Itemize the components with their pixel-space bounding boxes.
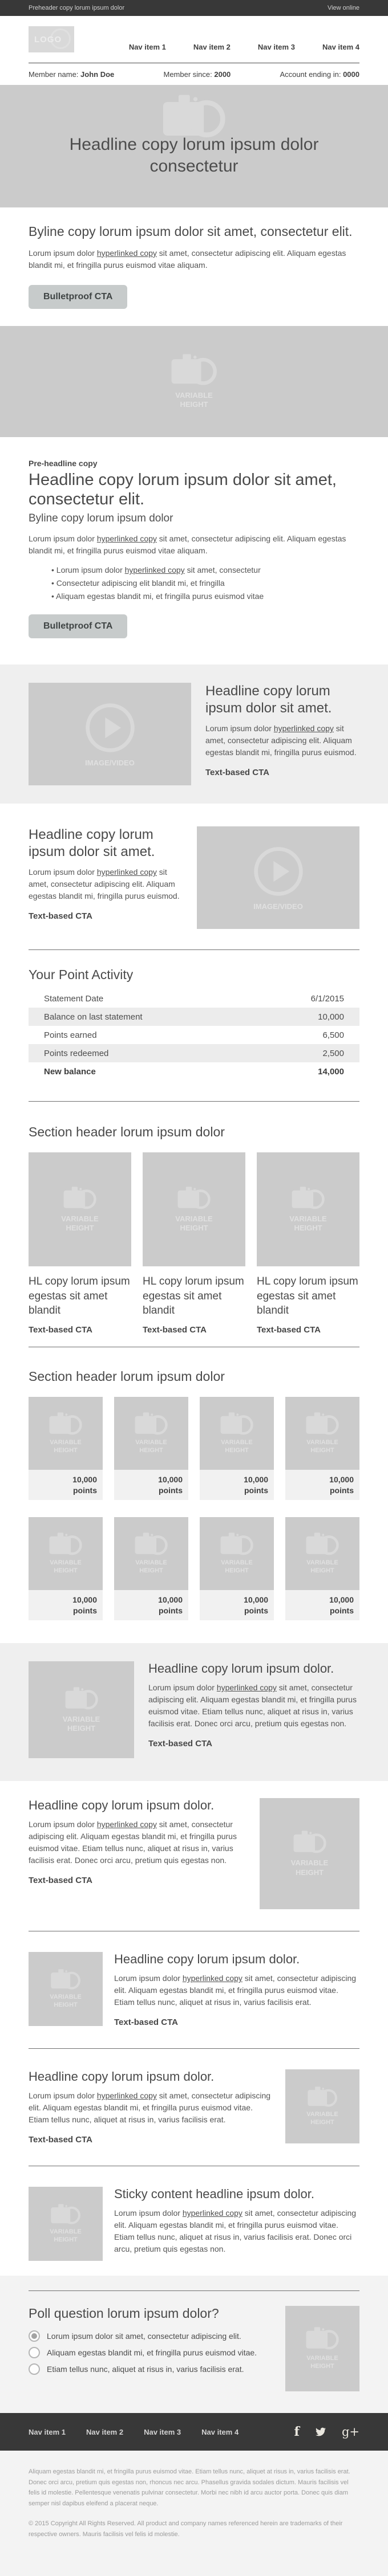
column-card [143,1152,245,1335]
reward-tile [285,1517,359,1620]
placeholder-label: VARIABLE HEIGHT [175,1214,213,1233]
reward-tile [29,1397,103,1500]
logo[interactable] [29,26,74,52]
camera-icon [50,2203,82,2226]
table-row-total [29,1062,359,1081]
sticky-content-section [0,2166,388,2276]
social-links [294,2424,359,2439]
media-text-column [29,826,197,922]
column-row [29,1152,359,1335]
section-headline: Headline copy lorum ipsum dolor. [29,1798,215,1813]
column-card [257,1152,359,1335]
feature-text-column [103,1952,359,2028]
tile-row [29,1397,359,1500]
paragraph-text: sit amet, consectetur adipiscing elit. Aliquam egestas blandit mi, et fringilla purus euismod vitae. Etiam tellus nunc, aliquet at risus in, varius facilisis erat. Donec orci arcu, pretium quis egestas non. [29,1820,237,1865]
section-headline: Headline copy lorum ipsum dolor sit amet. [205,683,332,716]
feature-byline: Byline copy lorum ipsum dolor [29,512,173,525]
section-paragraph [114,1972,359,2008]
section-headline: Headline copy lorum ipsum dolor. [148,1661,334,1676]
image-placeholder [29,1397,103,1470]
points-label: points [159,1485,183,1495]
poll-option-label: Aliquam egestas blandit mi, et fringilla purus euismod vitae. [47,2348,257,2358]
placeholder-label: VARIABLE HEIGHT [289,1214,327,1233]
text-cta-link[interactable]: Text-based CTA [114,2017,178,2028]
bullet-item: • Aliquam egestas blandit mi, et fringilla purus euismod vitae [51,590,359,603]
point-activity-title: Your Point Activity [29,967,134,983]
reward-tile [114,1517,188,1620]
intro-paragraph [29,247,359,271]
paragraph-text: sit amet, consectetur adipiscing elit. Aliquam egestas blandit mi, fringilla purus euismod. [205,724,357,757]
camera-icon [306,2086,338,2109]
paragraph-text: Lorum ipsum dolor [114,2208,183,2218]
row-label: New balance [44,1066,96,1077]
gray-feature-section [0,1643,388,1781]
media-left-section [0,665,388,804]
twitter-bird-icon [314,2427,327,2437]
poll-option-3[interactable] [29,2363,274,2375]
paragraph-text: Lorum ipsum dolor [29,534,97,544]
text-cta-link[interactable]: Text-based CTA [29,1325,92,1335]
nav-item-3[interactable]: Nav item 3 [257,43,295,51]
tile-points [200,1470,274,1500]
points-value: 10,000 [72,1595,97,1605]
three-column-section [0,1102,388,1347]
intro-section [0,207,388,326]
legal-section [0,2451,388,2560]
hyperlink[interactable]: hyperlinked copy [216,1683,277,1693]
tile-points [114,1590,188,1620]
media-right-section [0,804,388,949]
video-placeholder[interactable] [197,826,359,929]
footer-area [0,2276,388,2576]
feature-section [0,437,388,665]
logo-text: LOGO [34,34,62,44]
feature-headline: Headline copy lorum ipsum dolor sit amet, consectetur elit. [29,470,337,509]
tile-row [29,1517,359,1620]
camera-icon [134,1532,169,1557]
image-placeholder [29,2187,103,2261]
camera-icon [219,1412,254,1437]
camera-icon [50,1968,82,1991]
row-value: 6,500 [322,1030,344,1040]
image-placeholder [260,1798,359,1909]
rewards-grid-section [0,1347,388,1643]
image-placeholder [29,1661,134,1758]
placeholder-label: VARIABLE HEIGHT [61,1214,99,1233]
feature-text-column [134,1661,359,1749]
paragraph-text: Lorum ipsum dolor [29,2091,97,2101]
hyperlink[interactable]: hyperlinked copy [96,867,157,877]
tile-points [29,1470,103,1500]
poll-option-label: Etiam tellus nunc, aliquet at risus in, varius facilisis erat. [47,2365,244,2374]
play-icon [251,844,306,899]
footer-nav-item-1[interactable]: Nav item 1 [29,2427,66,2436]
section-paragraph [29,2090,274,2126]
table-row [29,989,359,1008]
image-placeholder [29,1952,103,2026]
hyperlink[interactable]: hyperlinked copy [273,724,334,733]
bulletproof-cta-button[interactable]: Bulletproof CTA [29,285,127,309]
section-paragraph [29,1819,245,1866]
row-value: 10,000 [318,1012,344,1022]
media-text-column [191,683,359,778]
footer-nav-item-4[interactable]: Nav item 4 [201,2427,239,2436]
camera-icon [62,1186,98,1211]
placeholder-label: VARIABLE HEIGHT [50,1994,82,2009]
image-placeholder [285,1517,359,1590]
reward-tile [285,1397,359,1500]
points-label: points [244,1605,268,1615]
footer-nav-item-3[interactable]: Nav item 3 [144,2427,181,2436]
paragraph-text: Lorum ipsum dolor [29,248,97,258]
points-label: points [73,1605,97,1615]
points-label: points [73,1485,97,1495]
column-card [29,1152,131,1335]
camera-icon [64,1686,99,1711]
camera-icon [219,1532,254,1557]
member-since [163,70,231,79]
view-online-link[interactable]: View online [327,5,359,11]
header-nav [129,43,359,52]
card-headline: HL copy lorum ipsum egestas sit amet blandit [143,1275,244,1317]
footer-nav-bar [0,2413,388,2451]
member-since-value: 2000 [214,70,231,79]
placeholder-label: VARIABLE HEIGHT [50,2228,82,2244]
tile-points [285,1470,359,1500]
copyright-text: © 2015 Copyright All Rights Reserved. All product and company names referenced herein are trademarks of their respective owners. Mauris facilisis vel felis id molestie. [29,2520,343,2538]
placeholder-label: IMAGE/VIDEO [253,902,303,911]
points-value: 10,000 [72,1475,97,1485]
row-label: Points earned [44,1030,97,1040]
placeholder-label: VARIABLE HEIGHT [221,1559,253,1575]
placeholder-label: VARIABLE HEIGHT [306,2111,338,2126]
footer-nav-items [29,2428,239,2436]
paragraph-text: sit amet, consectetur adipiscing elit. Aliquam egestas blandit mi, fringilla purus euismod. [29,867,180,901]
section-paragraph [205,723,359,759]
play-icon [83,700,138,755]
camera-icon [290,1186,326,1211]
points-value: 10,000 [244,1595,268,1605]
image-placeholder [143,1152,245,1266]
card-headline: HL copy lorum ipsum egestas sit amet blandit [257,1275,358,1317]
paragraph-text: Lorum ipsum dolor [114,1974,183,1983]
points-label: points [244,1485,268,1495]
image-placeholder [285,1397,359,1470]
nav-item-2[interactable]: Nav item 2 [193,43,231,51]
paragraph-text: Lorum ipsum dolor [29,1820,97,1829]
camera-icon [48,1532,83,1557]
placeholder-label: VARIABLE HEIGHT [306,2355,338,2370]
header [0,16,388,85]
tile-points [29,1590,103,1620]
footer-nav-item-2[interactable]: Nav item 2 [86,2427,124,2436]
poll-option-label: Lorum ipsum dolor sit amet, consectetur adipiscing elit. [47,2332,241,2341]
text-cta-link[interactable]: Text-based CTA [143,1325,207,1335]
placeholder-label: IMAGE/VIDEO [85,759,135,768]
header-top [29,26,359,52]
paragraph-text: sit amet, consectetur adipiscing elit. Aliquam egestas blandit mi, et fringilla purus euismod vitae. Etiam tellus nunc, aliquet at risus in, varius facilisis erat. Donec orci arcu, pretium quis egestas non. [148,1683,357,1729]
reward-tile [200,1517,274,1620]
points-label: points [330,1485,354,1495]
point-activity-section [0,950,388,1101]
camera-icon [176,1186,212,1211]
row-value: 14,000 [318,1066,344,1077]
placeholder-label: VARIABLE HEIGHT [50,1439,82,1454]
radio-button-icon[interactable] [29,2363,40,2375]
facebook-icon[interactable]: f [294,2424,300,2440]
preheader-bar [0,0,388,16]
white-feature-section [0,1781,388,1931]
image-placeholder [114,1397,188,1470]
points-label: points [159,1605,183,1615]
paragraph-text: sit amet, consectetur adipiscing elit. Aliquam egestas blandit mi, et fringilla purus euismod vitae aliquam. [29,248,346,270]
section-paragraph [148,1682,359,1730]
row-label: Points redeemed [44,1048,109,1058]
hyperlink[interactable]: hyperlinked copy [96,534,157,544]
account-label: Account ending in: [280,70,341,79]
google-plus-icon[interactable]: g+ [341,2425,359,2439]
section-headline: Headline copy lorum ipsum dolor sit amet. [29,827,155,860]
legal-text: Aliquam egestas blandit mi, et fringilla purus euismod vitae. Etiam tellus nunc, aliquet at risus in, varius facilisis erat. Donec orci arcu, pretium quis egestas non, rhoncus nec arcu. Phasellus gravida sodales dictum. Mauris facilisis vel felis id molestie. Pellentesque venenatis pulvinar consectetur. Morbi nec nibh id arcu auctor porta. Donec quis diam semper nisl dapibus eleifend a placerat neque. [29,2468,350,2508]
tile-points [114,1470,188,1500]
row-label: Balance on last statement [44,1012,143,1022]
intro-byline: Byline copy lorum ipsum dolor sit amet, consectetur elit. [29,224,353,239]
placeholder-label: VARIABLE HEIGHT [135,1439,167,1454]
hyperlink[interactable]: hyperlinked copy [96,2091,157,2101]
points-value: 10,000 [329,1595,354,1605]
thumb-right-section [0,2049,388,2166]
image-placeholder [200,1517,274,1590]
text-cta-link[interactable]: Text-based CTA [29,1876,92,1886]
camera-icon [305,1532,340,1557]
camera-icon [292,1830,328,1855]
image-placeholder [0,326,388,437]
image-placeholder [114,1517,188,1590]
points-value: 10,000 [244,1475,268,1485]
placeholder-label: VARIABLE HEIGHT [290,1858,329,1877]
sticky-headline: Sticky content headline ipsum dolor. [114,2187,314,2202]
bullet-item: • Consectetur adipiscing elit blandit mi, et fringilla [51,577,359,590]
poll-section [0,2291,388,2413]
paragraph-text: sit amet, consectetur adipiscing elit. Aliquam egestas blandit mi, et fringilla purus euismod vitae. Etiam tellus nunc, aliquet at risus in, varius facilisis erat. [114,1974,357,2007]
hero-headline: Headline copy lorum ipsum dolor consectetur [69,135,319,176]
table-row [29,1026,359,1044]
placeholder-label: VARIABLE HEIGHT [221,1439,253,1454]
text-cta-link[interactable]: Text-based CTA [29,911,92,922]
placeholder-label: VARIABLE HEIGHT [306,1439,338,1454]
preheader-text: Preheader copy lorum ipsum dolor [29,5,125,11]
poll-option-1[interactable] [29,2330,274,2342]
tile-points [200,1590,274,1620]
poll-question-column [29,2306,285,2380]
camera-icon [48,1412,83,1437]
points-value: 10,000 [158,1595,183,1605]
table-row [29,1008,359,1026]
account-ending [280,70,359,79]
placeholder-label: VARIABLE HEIGHT [50,1559,82,1575]
point-activity-table [29,989,359,1081]
bulletproof-cta-button[interactable]: Bulletproof CTA [29,614,127,638]
row-value: 6/1/2015 [310,993,344,1004]
placeholder-label: VARIABLE HEIGHT [306,1559,338,1575]
thumb-left-section [0,1931,388,2048]
account-value: 0000 [343,70,359,79]
text-cta-link[interactable]: Text-based CTA [205,768,269,778]
paragraph-text: Lorum ipsum dolor [205,724,274,733]
placeholder-label: VARIABLE HEIGHT [175,391,213,409]
image-placeholder [29,1152,131,1266]
feature-text-column [103,2187,359,2264]
section-header: Section header lorum ipsum dolor [29,1124,225,1140]
member-info-row [29,63,359,85]
section-headline: Headline copy lorum ipsum dolor. [114,1952,300,1967]
bullet-text: Lorum ipsum dolor [56,565,125,575]
card-headline: HL copy lorum ipsum egestas sit amet blandit [29,1275,130,1317]
hyperlink[interactable]: hyperlinked copy [96,248,157,258]
feature-text-column [29,2069,285,2145]
image-placeholder [285,2306,359,2391]
section-paragraph [29,866,183,902]
paragraph-text: sit amet, consectetur adipiscing elit. Aliquam egestas blandit mi, et fringilla purus euismod vitae. Etiam tellus nunc, aliquet at risus in, varius facilisis erat. Donec orci arcu, pretium quis egestas non. [114,2208,357,2254]
member-name-value: John Doe [80,70,115,79]
tile-points [285,1590,359,1620]
paragraph-text: Lorum ipsum dolor [29,867,97,877]
camera-icon [305,2326,340,2351]
points-label: points [330,1605,354,1615]
hero-banner [0,85,388,207]
reward-tile [200,1397,274,1500]
image-placeholder [285,2069,359,2143]
bullet-list [51,564,359,603]
section-header: Section header lorum ipsum dolor [29,1369,225,1384]
member-since-label: Member since: [163,70,212,79]
placeholder-label: VARIABLE HEIGHT [62,1714,100,1733]
camera-icon [134,1412,169,1437]
reward-tile [29,1517,103,1620]
image-placeholder [29,1517,103,1590]
hyperlink[interactable]: hyperlinked copy [124,565,185,575]
text-cta-link[interactable]: Text-based CTA [29,2135,92,2145]
row-label: Statement Date [44,993,104,1004]
text-cta-link[interactable]: Text-based CTA [257,1325,321,1335]
nav-item-1[interactable]: Nav item 1 [128,43,166,51]
paragraph-text: sit amet, consectetur adipiscing elit. Aliquam egestas blandit mi, et fringilla purus euismod vitae aliquam. [29,534,346,556]
image-placeholder [200,1397,274,1470]
bullet-text: sit amet, consectetur [184,565,261,575]
camera-icon [305,1412,340,1437]
section-headline: Headline copy lorum ipsum dolor. [29,2069,215,2084]
hyperlink[interactable]: hyperlinked copy [182,1974,242,1983]
reward-tile [114,1397,188,1500]
camera-icon [169,353,219,388]
table-row [29,1044,359,1062]
points-value: 10,000 [329,1475,354,1485]
feature-paragraph [29,533,359,557]
poll-option-2[interactable] [29,2347,274,2358]
points-value: 10,000 [158,1475,183,1485]
poll-question: Poll question lorum ipsum dolor? [29,2306,219,2321]
radio-button-selected-icon[interactable] [29,2330,40,2342]
member-name [29,70,114,79]
feature-text-column [29,1798,260,1886]
hyperlink[interactable]: hyperlinked copy [96,1820,157,1829]
section-paragraph [114,2207,359,2255]
paragraph-text: sit amet, consectetur adipiscing elit. Aliquam egestas blandit mi, et fringilla purus euismod vitae. Etiam tellus nunc, aliquet at risus in, varius facilisis erat. [29,2091,271,2125]
paragraph-text: Lorum ipsum dolor [148,1683,217,1693]
image-placeholder [257,1152,359,1266]
nav-item-4[interactable]: Nav item 4 [322,43,359,51]
pre-headline: Pre-headline copy [29,458,98,468]
text-cta-link[interactable]: Text-based CTA [148,1739,212,1749]
member-name-label: Member name: [29,70,79,79]
row-value: 2,500 [322,1048,344,1058]
video-placeholder[interactable] [29,683,191,785]
hyperlink[interactable]: hyperlinked copy [182,2208,242,2218]
twitter-icon[interactable] [314,2427,327,2437]
placeholder-label: VARIABLE HEIGHT [135,1559,167,1575]
bullet-item [51,564,359,577]
radio-button-icon[interactable] [29,2347,40,2358]
